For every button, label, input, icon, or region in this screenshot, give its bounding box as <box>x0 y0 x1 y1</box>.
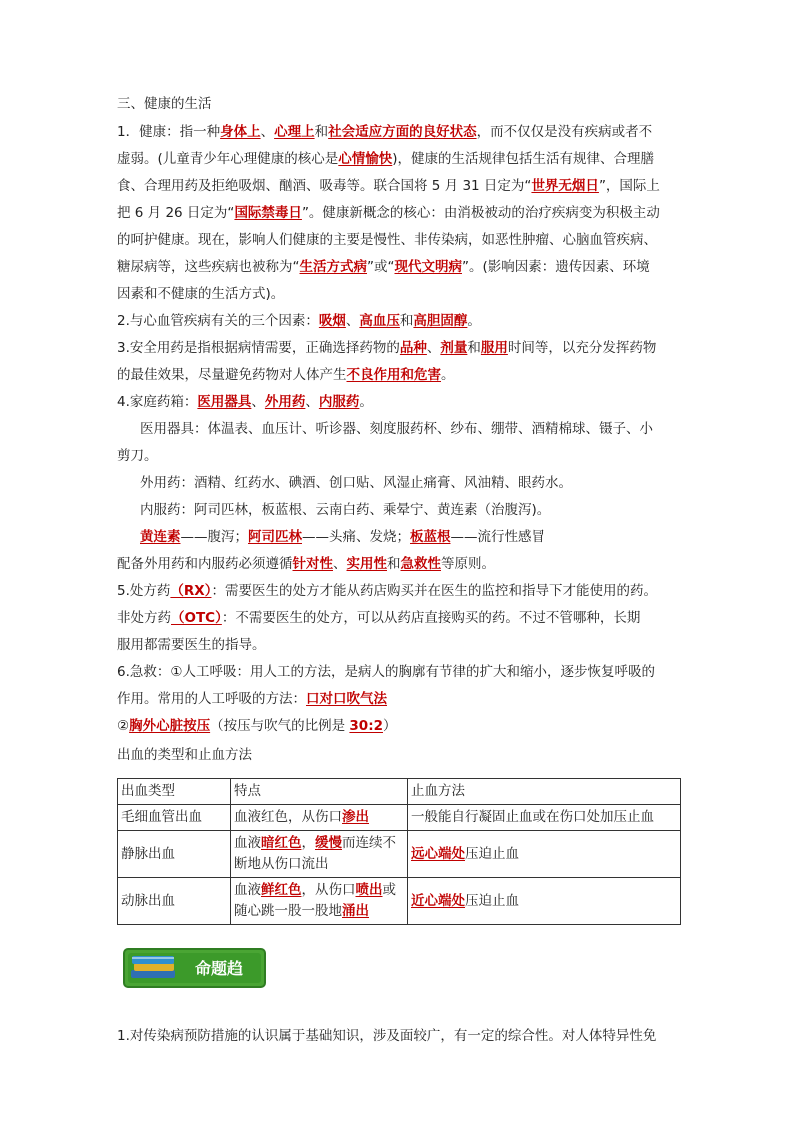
health-definition-line4: 把 6 月 26 日定为“国际禁毒日”。健康新概念的核心：由消极被动的治疗疾病变为积极主动 <box>117 205 660 221</box>
trend-badge <box>123 948 266 988</box>
table-header: 止血方法 <box>408 779 681 805</box>
medical-tools-line2: 剪刀。 <box>117 448 158 464</box>
internal-medicine: 内服药：阿司匹林，板蓝根、云南白药、乘晕宁、黄连素（治腹泻)。 <box>140 502 551 518</box>
trend-paragraph: 1.对传染病预防措施的认识属于基础知识，涉及面较广，有一定的综合性。对人体特异性免 <box>117 1028 657 1044</box>
chest-compression: ②胸外心脏按压（按压与吹气的比例是 30:2） <box>117 718 397 734</box>
health-definition-line2: 虚弱。(儿童青少年心理健康的核心是心情愉快)，健康的生活规律包括生活有规律、合理膳 <box>117 151 655 167</box>
otc-drug-line2: 服用都需要医生的指导。 <box>117 637 266 653</box>
cardio-factors: 2.与心血管疾病有关的三个因素：吸烟、高血压和高胆固醇。 <box>117 313 481 329</box>
table-row <box>118 831 681 878</box>
table-cell: 静脉出血 <box>118 831 231 878</box>
health-definition-line7: 因素和不健康的生活方式)。 <box>117 286 285 302</box>
health-definition-line6: 糖尿病等，这些疾病也被称为“生活方式病”或“现代文明病”。(影响因素：遗传因素、环境 <box>117 259 650 275</box>
medicine-cabinet: 4.家庭药箱：医用器具、外用药、内服药。 <box>117 394 373 410</box>
health-definition-line5: 的呵护健康。现在，影响人们健康的主要是慢性、非传染病，如恶性肿瘤、心脑血管疾病、 <box>117 232 657 248</box>
table-cell: 近心端处压迫止血 <box>408 878 681 925</box>
first-aid-line1: 6.急救：①人工呼吸：用人工的方法，是病人的胸廓有节律的扩大和缩小，逐步恢复呼吸的 <box>117 664 655 680</box>
medicine-principles: 配备外用药和内服药必须遵循针对性、实用性和急救性等原则。 <box>117 556 495 572</box>
otc-drug: 非处方药（OTC）：不需要医生的处方，可以从药店直接购买的药。不过不管哪种，长期 <box>117 610 641 626</box>
safe-medication-line1: 3.安全用药是指根据病情需要，正确选择药物的品种、剂量和服用时间等，以充分发挥药物 <box>117 340 657 356</box>
medicine-uses: 黄连素——腹泻；阿司匹林——头痛、发烧；板蓝根——流行性感冒 <box>140 529 545 545</box>
external-medicine: 外用药：酒精、红药水、碘酒、创口贴、风湿止痛膏、风油精、眼药水。 <box>140 475 572 491</box>
table-cell: 毛细血管出血 <box>118 805 231 831</box>
section-title: 三、健康的生活 <box>117 96 212 112</box>
table-cell: 血液鲜红色，从伤口喷出或 随心跳一股一股地涌出 <box>231 878 408 925</box>
safe-medication-line2: 的最佳效果，尽量避免药物对人体产生不良作用和危害。 <box>117 367 455 383</box>
health-definition-line1: 1．健康：指一种身体上、心理上和社会适应方面的良好状态，而不仅仅是没有疾病或者不 <box>117 124 653 140</box>
table-cell: 一般能自行凝固止血或在伤口处加压止血 <box>408 805 681 831</box>
badge-label: 命题趋 <box>195 959 244 978</box>
prescription-drug: 5.处方药（RX）：需要医生的处方才能从药店购买并在医生的监控和指导下才能使用的药。 <box>117 583 657 599</box>
table-row <box>118 878 681 925</box>
table-cell: 动脉出血 <box>118 878 231 925</box>
bleeding-table-title: 出血的类型和止血方法 <box>117 747 252 763</box>
table-cell: 远心端处压迫止血 <box>408 831 681 878</box>
table-header: 特点 <box>231 779 408 805</box>
health-definition-line3: 食、合理用药及拒绝吸烟、酗酒、吸毒等。联合国将 5 月 31 日定为“世界无烟日”，国际上 <box>117 178 660 194</box>
table-header-row <box>118 779 681 805</box>
table-cell: 血液红色，从伤口渗出 <box>231 805 408 831</box>
table-cell: 血液暗红色，缓慢而连续不 断地从伤口流出 <box>231 831 408 878</box>
bleeding-table <box>117 778 681 925</box>
table-header: 出血类型 <box>118 779 231 805</box>
first-aid-line2: 作用。常用的人工呼吸的方法：口对口吹气法 <box>117 691 387 707</box>
books-icon <box>131 956 175 978</box>
table-row <box>118 805 681 831</box>
medical-tools-line1: 医用器具：体温表、血压计、听诊器、刻度服药杯、纱布、绷带、酒精棉球、镊子、小 <box>140 421 653 437</box>
